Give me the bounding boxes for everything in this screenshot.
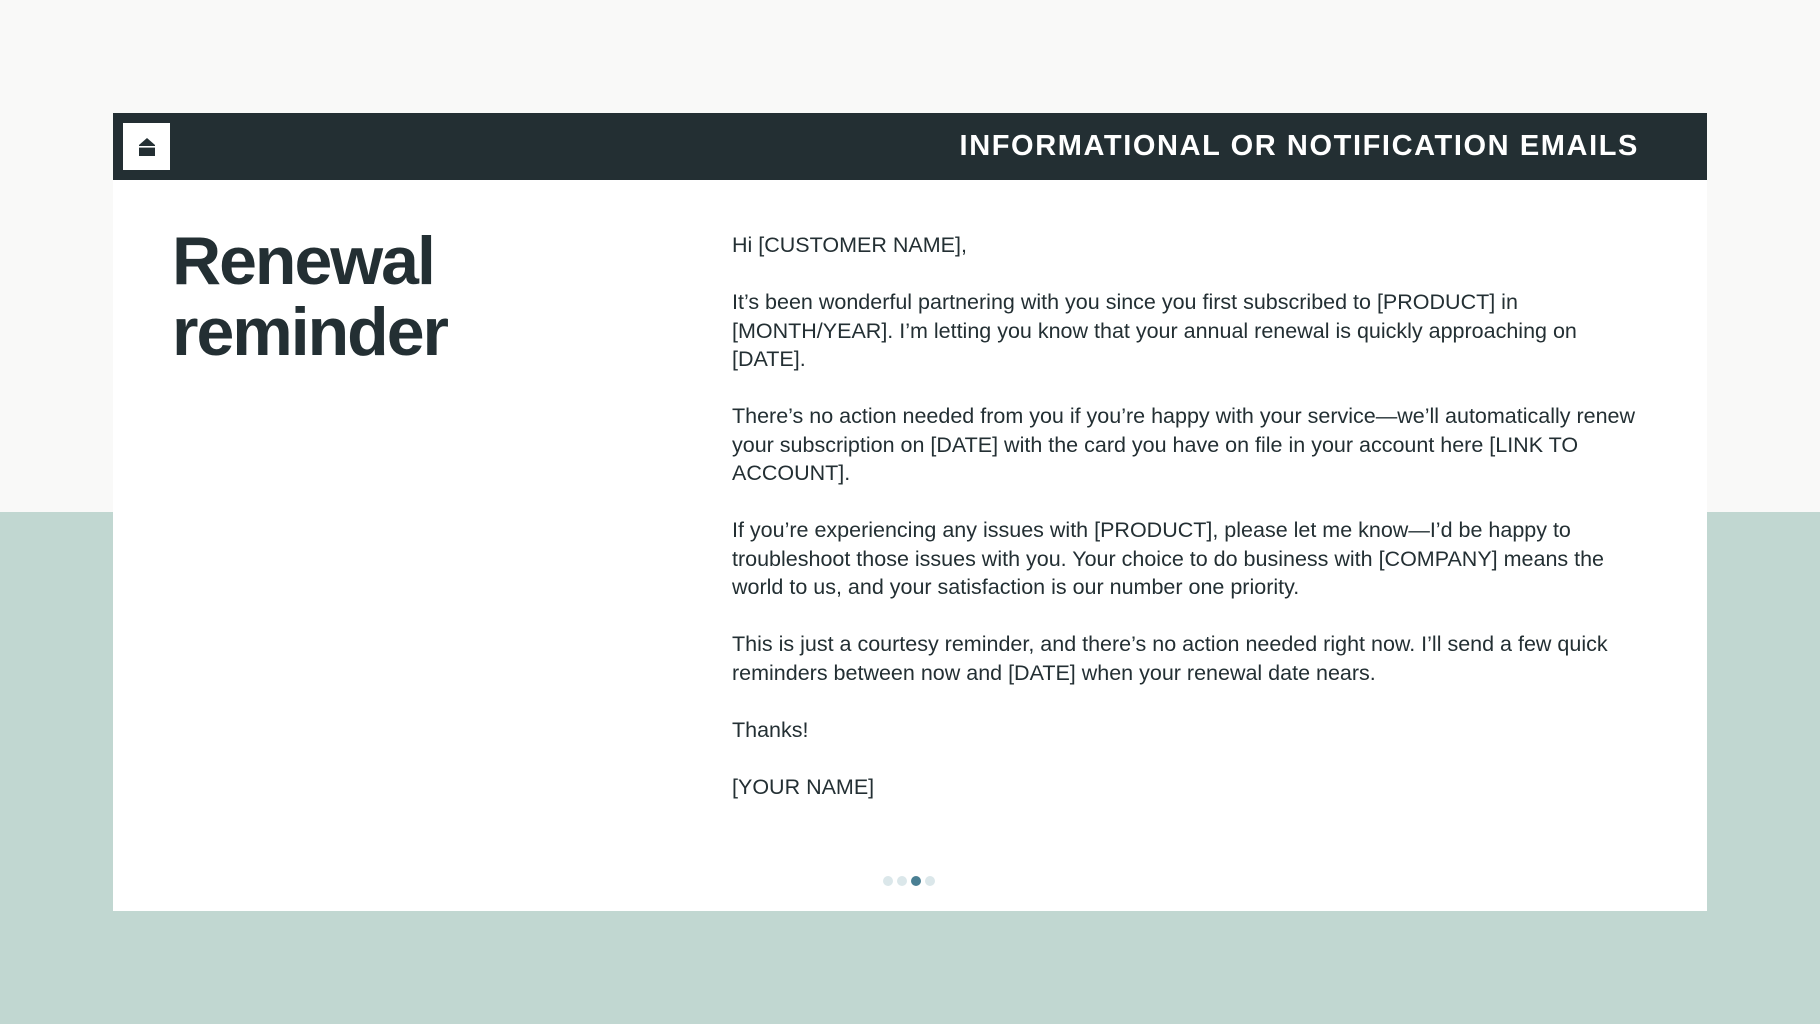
page-title: Renewal reminder	[172, 223, 447, 370]
email-body	[732, 231, 1637, 830]
email-paragraph: This is just a courtesy reminder, and there’s no action needed right now. I’ll send a few quick reminders between now and [DATE] when your renewal date nears.	[732, 632, 1608, 685]
pagination	[883, 875, 935, 887]
email-paragraph: There’s no action needed from you if you’re happy with your service—we’ll automatically renew your subscription on [DATE] with the card you have on file in your account here [LINK TO ACCOUNT].	[732, 404, 1636, 485]
pagination-dot-3[interactable]	[911, 876, 921, 886]
email-signature: [YOUR NAME]	[732, 774, 875, 799]
slide-card	[113, 113, 1707, 911]
pagination-dot-4[interactable]	[925, 876, 935, 886]
home-icon	[138, 137, 156, 157]
email-greeting: Hi [CUSTOMER NAME],	[732, 233, 967, 257]
header-bar	[113, 113, 1707, 180]
header-title: INFORMATIONAL OR NOTIFICATION EMAILS	[959, 130, 1639, 162]
email-paragraph: It’s been wonderful partnering with you since you first subscribed to [PRODUCT] in [MONTH/YEAR]. I’m letting you know that your annual renewal is quickly approaching on [DATE].	[732, 290, 1577, 371]
pagination-dot-1[interactable]	[883, 876, 893, 886]
email-closing: Thanks!	[732, 717, 809, 742]
pagination-dot-2[interactable]	[897, 876, 907, 886]
email-paragraph: If you’re experiencing any issues with [PRODUCT], please let me know—I’d be happy to troubleshoot those issues with you. Your choice to do business with [COMPANY] means the world to us, and your satisfaction is our number one priority.	[732, 518, 1605, 599]
home-button[interactable]	[123, 123, 170, 170]
